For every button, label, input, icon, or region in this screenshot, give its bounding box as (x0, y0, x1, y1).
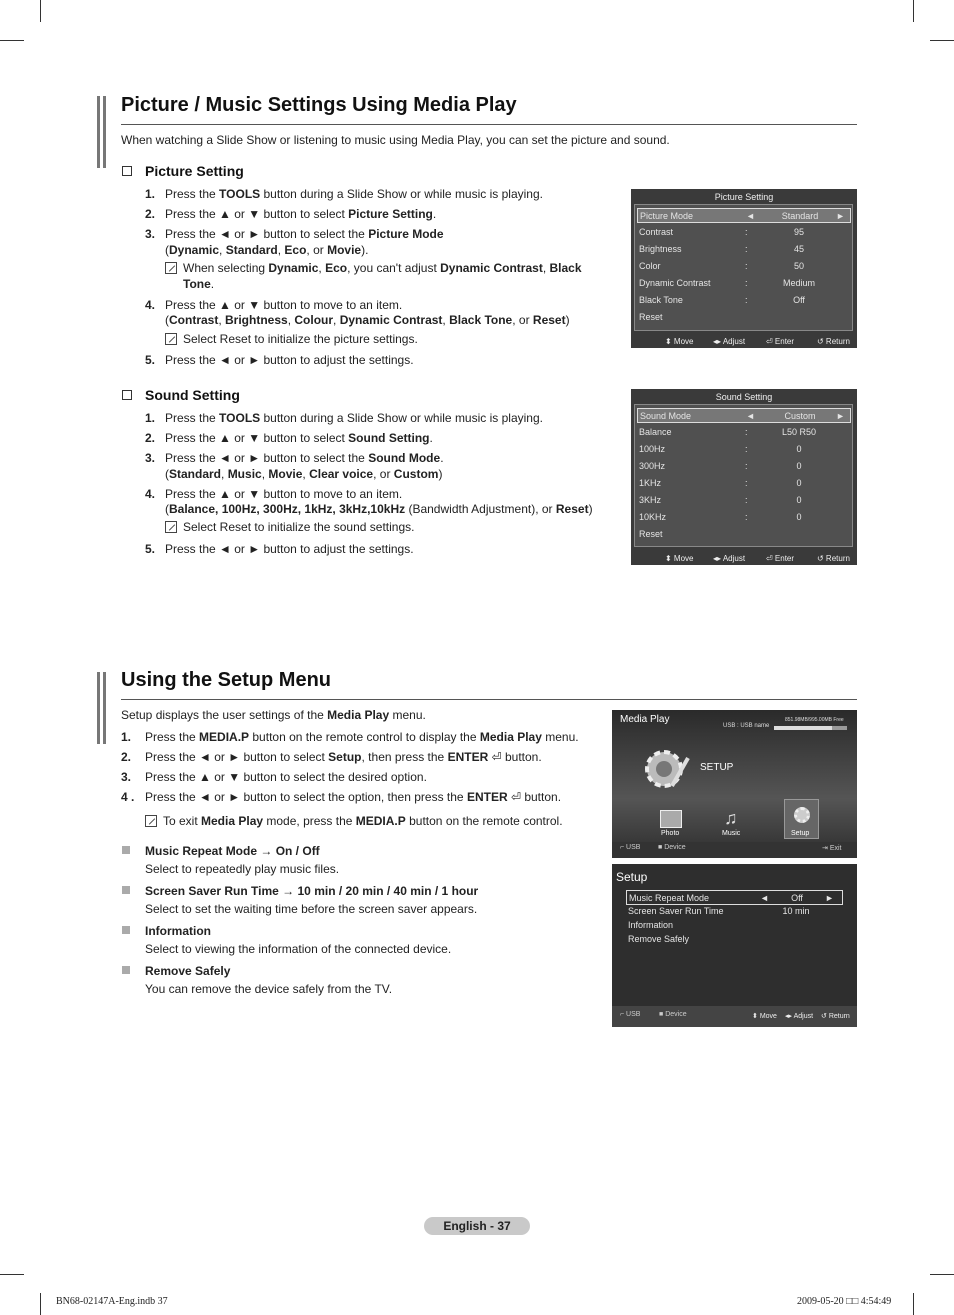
section-title: Using the Setup Menu (121, 669, 331, 691)
setup-option-item: Music Repeat Mode → On / Off Select to repeatedly play music files. (122, 842, 602, 878)
panel-row[interactable]: Brightness : 45 (639, 244, 804, 254)
usb-tab[interactable]: ⌐ USB (620, 1011, 641, 1018)
panel-row[interactable]: Reset (639, 312, 663, 322)
panel-footer-return: ↺ Return (817, 554, 850, 563)
step-line: 1. Press the TOOLS button during a Slide Show or while music is playing. (145, 411, 543, 425)
free-space: 851.98MB/995.00MB Free (785, 717, 844, 723)
crop-mark (40, 0, 41, 22)
panel-row[interactable]: 300Hz : 0 (639, 461, 802, 471)
step-line: (Balance, 100Hz, 300Hz, 1kHz, 3kHz,10kHz (Bandwidth Adjustment), or Reset) (165, 502, 593, 516)
step-line: 3. Press the ▲ or ▼ button to select the desired option. (121, 770, 427, 784)
step-line: 2. Press the ▲ or ▼ button to select Picture Setting. (145, 207, 437, 221)
step-line: (Standard, Music, Movie, Clear voice, or Custom) (165, 467, 443, 481)
setup-label: SETUP (700, 762, 734, 773)
section-bar (97, 672, 100, 744)
panel-row[interactable]: 1KHz : 0 (639, 478, 802, 488)
file-info: BN68-02147A-Eng.indb 37 (56, 1296, 168, 1307)
setup-row[interactable]: Information (628, 920, 674, 930)
device-tab[interactable]: ■ Device (658, 844, 686, 851)
footer-move: ⬍ Move (752, 1013, 777, 1020)
step-line: When selecting Dynamic, Eco, you can't adjust Dynamic Contrast, Black (145, 260, 625, 276)
footer-return: ↺ Return (821, 1013, 850, 1020)
step-line: 4. Press the ▲ or ▼ button to move to an item. (145, 298, 403, 312)
crop-mark (913, 1293, 914, 1315)
usb-tab[interactable]: ⌐ USB (620, 844, 641, 851)
panel-row[interactable]: Picture Mode ◄ Standard ► (637, 208, 851, 223)
step-line: To exit Media Play mode, press the MEDIA.P button on the remote control. (121, 813, 601, 829)
panel-row[interactable]: 10KHz : 0 (639, 512, 802, 522)
step-line: 5. Press the ◄ or ► button to adjust the settings. (145, 542, 414, 556)
section-bar (103, 96, 106, 168)
panel-row[interactable]: Reset (639, 529, 663, 539)
panel-footer-adjust: ◂▸ Adjust (713, 554, 746, 563)
panel-footer-return: ↺ Return (817, 337, 850, 346)
crop-mark (930, 1274, 954, 1275)
sound-setting-heading: Sound Setting (122, 387, 240, 403)
panel-title: Sound Setting (715, 392, 773, 402)
panel-title: Picture Setting (714, 192, 774, 202)
exit-button[interactable]: ⇥ Exit (822, 845, 842, 852)
panel-footer-move: ⬍ Move (665, 554, 694, 563)
setup-row[interactable]: Screen Saver Run Time 10 min (628, 906, 810, 916)
step-line: (Dynamic, Standard, Eco, or Movie). (165, 243, 369, 257)
panel-footer-move: ⬍ Move (665, 337, 694, 346)
media-play-panel (612, 710, 857, 858)
step-line: Tone. (183, 277, 215, 291)
music-label: Music (722, 830, 741, 837)
step-line: Select Reset to initialize the sound settings. (145, 519, 625, 535)
gear-icon (642, 744, 692, 794)
panel-footer-enter: ⏎ Enter (766, 554, 795, 563)
step-line: Select Reset to initialize the picture settings. (145, 331, 625, 347)
panel-footer-adjust: ◂▸ Adjust (713, 337, 746, 346)
panel-row[interactable]: Contrast : 95 (639, 227, 804, 237)
step-line: 1. Press the MEDIA.P button on the remote control to display the Media Play menu. (121, 730, 579, 744)
crop-mark (40, 1293, 41, 1315)
panel-row[interactable]: Color : 50 (639, 261, 804, 271)
print-date: 2009-05-20 □□ 4:54:49 (797, 1296, 892, 1307)
section-intro: When watching a Slide Show or listening to music using Media Play, you can set the picture and sound. (121, 133, 670, 147)
device-tab[interactable]: ■ Device (659, 1011, 687, 1018)
crop-mark (930, 40, 954, 41)
picture-setting-heading: Picture Setting (122, 163, 244, 179)
setup-option-item: Remove Safely You can remove the device safely from the TV. (122, 962, 602, 998)
photo-icon[interactable] (660, 810, 682, 828)
step-line: 4. Press the ▲ or ▼ button to move to an item. (145, 487, 403, 501)
step-line: 2. Press the ▲ or ▼ button to select Sound Setting. (145, 431, 433, 445)
step-line: (Contrast, Brightness, Colour, Dynamic Contrast, Black Tone, or Reset) (165, 313, 570, 327)
step-line: 1. Press the TOOLS button during a Slide Show or while music is playing. (145, 187, 543, 201)
panel-row[interactable]: Sound Mode ◄ Custom ► (637, 408, 851, 423)
storage-bar (774, 726, 847, 730)
panel-row[interactable]: 3KHz : 0 (639, 495, 802, 505)
sound-setting-panel (631, 389, 857, 565)
section-rule (121, 124, 857, 125)
setup-row[interactable]: Music Repeat Mode ◄ Off ► (626, 890, 843, 905)
section-bar (103, 672, 106, 744)
panel-row[interactable]: Balance : L50 R50 (639, 427, 817, 437)
section-title: Picture / Music Settings Using Media Play (121, 94, 517, 116)
crop-mark (0, 1274, 24, 1275)
step-line: 5. Press the ◄ or ► button to adjust the settings. (145, 353, 414, 367)
crop-mark (0, 40, 24, 41)
section-intro: Setup displays the user settings of the Media Play menu. (121, 708, 426, 722)
panel-footer-enter: ⏎ Enter (766, 337, 795, 346)
note-icon (145, 815, 157, 827)
section-rule (121, 699, 857, 700)
panel-row[interactable]: 100Hz : 0 (639, 444, 802, 454)
photo-label: Photo (661, 830, 680, 837)
setup-panel (612, 864, 857, 1027)
setup-option-item: Screen Saver Run Time → 10 min / 20 min / 40 min / 1 hour Select to set the waiting time before the screen saver appears. (122, 882, 602, 918)
music-icon[interactable]: ♫ (724, 808, 738, 828)
footer-adjust: ◂▸ Adjust (785, 1013, 814, 1020)
step-line: 2. Press the ◄ or ► button to select Setup, then press the ENTER ⏎ button. (121, 750, 542, 764)
step-line: 4 . Press the ◄ or ► button to select the option, then press the ENTER ⏎ button. (121, 790, 562, 804)
step-line: 3. Press the ◄ or ► button to select the Picture Mode (145, 227, 444, 241)
media-panel-footer (612, 842, 857, 858)
setup-tile[interactable]: Setup (784, 799, 819, 839)
picture-setting-panel (631, 189, 857, 348)
setup-option-item: Information Select to viewing the information of the connected device. (122, 922, 602, 958)
setup-row[interactable]: Remove Safely (628, 934, 690, 944)
crop-mark (913, 0, 914, 22)
panel-row[interactable]: Dynamic Contrast : Medium (639, 278, 815, 288)
note-icon (165, 333, 177, 345)
setup-panel-title: Setup (616, 870, 648, 884)
gear-icon (794, 807, 810, 823)
note-icon (165, 521, 177, 533)
panel-row[interactable]: Black Tone : Off (639, 295, 805, 305)
note-icon (165, 262, 177, 274)
section-bar (97, 96, 100, 168)
media-play-title: Media Play (620, 714, 670, 725)
page-number: English - 37 (424, 1217, 530, 1235)
step-line: 3. Press the ◄ or ► button to select the Sound Mode. (145, 451, 444, 465)
usb-name: USB : USB name (723, 723, 770, 729)
